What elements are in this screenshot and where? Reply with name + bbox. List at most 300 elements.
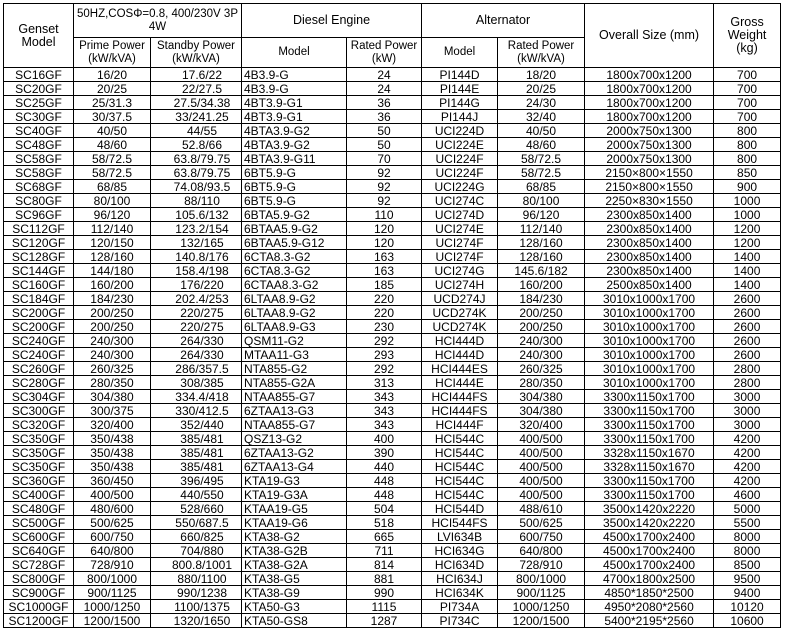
- cell-genset-model: SC80GF: [4, 194, 74, 208]
- cell-standby-power: 352/440: [151, 418, 242, 432]
- cell-genset-model: SC400GF: [4, 488, 74, 502]
- cell-alternator-rated-power: 400/500: [498, 432, 585, 446]
- cell-genset-model: SC350GF: [4, 460, 74, 474]
- cell-engine-model: 4B3.9-G: [242, 82, 347, 96]
- cell-alternator-rated-power: 900/1125: [498, 586, 585, 600]
- table-row: [4, 600, 781, 614]
- table-row: [4, 348, 781, 362]
- cell-prime-power: 728/910: [74, 558, 151, 572]
- cell-engine-model: KTA38-G2: [242, 530, 347, 544]
- cell-gross-weight: 700: [714, 68, 781, 82]
- cell-genset-model: SC640GF: [4, 544, 74, 558]
- cell-genset-model: SC1000GF: [4, 600, 74, 614]
- cell-engine-rated-power: 343: [347, 404, 422, 418]
- cell-engine-rated-power: 220: [347, 306, 422, 320]
- cell-gross-weight: 1200: [714, 236, 781, 250]
- cell-alternator-model: PI144D: [422, 68, 498, 82]
- header-gross-weight: Gross Weight (kg): [714, 4, 781, 68]
- cell-standby-power: 704/880: [151, 544, 242, 558]
- cell-prime-power: 144/180: [74, 264, 151, 278]
- cell-alternator-rated-power: 600/750: [498, 530, 585, 544]
- header-alternator: Alternator: [422, 4, 585, 38]
- cell-engine-rated-power: 70: [347, 152, 422, 166]
- cell-gross-weight: 800: [714, 152, 781, 166]
- cell-genset-model: SC16GF: [4, 68, 74, 82]
- cell-gross-weight: 1400: [714, 250, 781, 264]
- cell-gross-weight: 2800: [714, 376, 781, 390]
- cell-alternator-rated-power: 320/400: [498, 418, 585, 432]
- cell-engine-rated-power: 92: [347, 180, 422, 194]
- cell-prime-power: 25/31.3: [74, 96, 151, 110]
- cell-genset-model: SC112GF: [4, 222, 74, 236]
- table-row: [4, 180, 781, 194]
- cell-alternator-rated-power: 200/250: [498, 306, 585, 320]
- cell-engine-rated-power: 711: [347, 544, 422, 558]
- cell-alternator-model: HCI634D: [422, 558, 498, 572]
- cell-gross-weight: 2600: [714, 292, 781, 306]
- cell-engine-rated-power: 163: [347, 250, 422, 264]
- cell-overall-size: 2150×800×1550: [585, 180, 714, 194]
- cell-standby-power: 22/27.5: [151, 82, 242, 96]
- cell-gross-weight: 4200: [714, 446, 781, 460]
- cell-overall-size: 3300x1150x1700: [585, 474, 714, 488]
- cell-gross-weight: 1000: [714, 208, 781, 222]
- table-body: [4, 68, 781, 628]
- cell-alternator-model: PI734A: [422, 600, 498, 614]
- cell-prime-power: 600/750: [74, 530, 151, 544]
- cell-gross-weight: 700: [714, 96, 781, 110]
- table-row: [4, 530, 781, 544]
- cell-prime-power: 480/600: [74, 502, 151, 516]
- cell-alternator-model: HCI444ES: [422, 362, 498, 376]
- table-row: [4, 110, 781, 124]
- cell-alternator-model: UCI224F: [422, 152, 498, 166]
- cell-engine-model: NTAA855-G7: [242, 390, 347, 404]
- cell-genset-model: SC900GF: [4, 586, 74, 600]
- cell-standby-power: 158.4/198: [151, 264, 242, 278]
- cell-overall-size: 4950*2080*2560: [585, 600, 714, 614]
- cell-engine-model: 4BTA3.9-G2: [242, 124, 347, 138]
- cell-engine-rated-power: 343: [347, 390, 422, 404]
- cell-overall-size: 3010x1000x1700: [585, 320, 714, 334]
- cell-genset-model: SC350GF: [4, 446, 74, 460]
- cell-alternator-rated-power: 304/380: [498, 390, 585, 404]
- header-power-group: 50HZ,COSΦ=0.8, 400/230V 3P 4W: [74, 4, 242, 38]
- cell-standby-power: 220/275: [151, 320, 242, 334]
- table-row: [4, 586, 781, 600]
- table-row: [4, 138, 781, 152]
- cell-engine-rated-power: 293: [347, 348, 422, 362]
- header-genset-model: Genset Model: [4, 4, 74, 68]
- cell-alternator-rated-power: 640/800: [498, 544, 585, 558]
- cell-overall-size: 3010x1000x1700: [585, 334, 714, 348]
- cell-prime-power: 80/100: [74, 194, 151, 208]
- cell-engine-rated-power: 50: [347, 138, 422, 152]
- cell-alternator-model: HCI544D: [422, 502, 498, 516]
- cell-alternator-model: HCI544C: [422, 474, 498, 488]
- cell-alternator-model: HCI544FS: [422, 516, 498, 530]
- cell-prime-power: 320/400: [74, 418, 151, 432]
- cell-standby-power: 44/55: [151, 124, 242, 138]
- cell-genset-model: SC304GF: [4, 390, 74, 404]
- cell-prime-power: 40/50: [74, 124, 151, 138]
- cell-engine-rated-power: 504: [347, 502, 422, 516]
- table-row: [4, 278, 781, 292]
- cell-alternator-rated-power: 1200/1500: [498, 614, 585, 628]
- cell-standby-power: 140.8/176: [151, 250, 242, 264]
- cell-genset-model: SC200GF: [4, 306, 74, 320]
- cell-genset-model: SC144GF: [4, 264, 74, 278]
- cell-alternator-model: HCI444FS: [422, 390, 498, 404]
- cell-gross-weight: 2600: [714, 320, 781, 334]
- cell-overall-size: 5400*2195*2560: [585, 614, 714, 628]
- cell-engine-model: 4B3.9-G: [242, 68, 347, 82]
- cell-engine-rated-power: 36: [347, 96, 422, 110]
- cell-gross-weight: 10600: [714, 614, 781, 628]
- table-row: [4, 236, 781, 250]
- table-row: [4, 362, 781, 376]
- table-row: [4, 474, 781, 488]
- cell-prime-power: 200/250: [74, 306, 151, 320]
- cell-engine-rated-power: 1115: [347, 600, 422, 614]
- cell-prime-power: 900/1125: [74, 586, 151, 600]
- cell-prime-power: 360/450: [74, 474, 151, 488]
- cell-alternator-model: UCD274K: [422, 306, 498, 320]
- cell-alternator-model: HCI444D: [422, 348, 498, 362]
- cell-genset-model: SC184GF: [4, 292, 74, 306]
- cell-standby-power: 74.08/93.5: [151, 180, 242, 194]
- cell-overall-size: 2150×800×1550: [585, 166, 714, 180]
- cell-alternator-rated-power: 260/325: [498, 362, 585, 376]
- header-overall-size: Overall Size (mm): [585, 4, 714, 68]
- cell-standby-power: 528/660: [151, 502, 242, 516]
- cell-standby-power: 264/330: [151, 348, 242, 362]
- cell-standby-power: 330/412.5: [151, 404, 242, 418]
- cell-standby-power: 286/357.5: [151, 362, 242, 376]
- cell-engine-model: QSM11-G2: [242, 334, 347, 348]
- cell-gross-weight: 4200: [714, 432, 781, 446]
- cell-overall-size: 2300x850x1400: [585, 208, 714, 222]
- cell-engine-rated-power: 220: [347, 292, 422, 306]
- cell-overall-size: 2300x850x1400: [585, 250, 714, 264]
- cell-gross-weight: 1400: [714, 264, 781, 278]
- cell-prime-power: 240/300: [74, 348, 151, 362]
- cell-prime-power: 300/375: [74, 404, 151, 418]
- cell-prime-power: 640/800: [74, 544, 151, 558]
- cell-engine-model: NTA855-G2: [242, 362, 347, 376]
- cell-standby-power: 123.2/154: [151, 222, 242, 236]
- table-row: [4, 96, 781, 110]
- table-row: [4, 334, 781, 348]
- cell-standby-power: 1100/1375: [151, 600, 242, 614]
- cell-standby-power: 17.6/22: [151, 68, 242, 82]
- header-standby-power: Standby Power (kW/kVA): [151, 38, 242, 68]
- cell-alternator-model: HCI444D: [422, 334, 498, 348]
- cell-standby-power: 308/385: [151, 376, 242, 390]
- cell-overall-size: 1800x700x1200: [585, 82, 714, 96]
- cell-overall-size: 2000x750x1300: [585, 152, 714, 166]
- table-row: [4, 502, 781, 516]
- cell-overall-size: 2500x850x1400: [585, 278, 714, 292]
- cell-prime-power: 120/150: [74, 236, 151, 250]
- cell-gross-weight: 900: [714, 180, 781, 194]
- cell-engine-rated-power: 24: [347, 68, 422, 82]
- cell-prime-power: 160/200: [74, 278, 151, 292]
- cell-genset-model: SC58GF: [4, 166, 74, 180]
- cell-alternator-rated-power: 1000/1250: [498, 600, 585, 614]
- cell-engine-model: KTA38-G2B: [242, 544, 347, 558]
- cell-alternator-rated-power: 145.6/182: [498, 264, 585, 278]
- cell-overall-size: 3500x1420x2220: [585, 516, 714, 530]
- cell-engine-model: 6BTAA5.9-G2: [242, 222, 347, 236]
- cell-engine-model: 6CTAA8.3-G2: [242, 278, 347, 292]
- cell-overall-size: 4500x1700x2400: [585, 544, 714, 558]
- cell-engine-model: 6CTA8.3-G2: [242, 264, 347, 278]
- cell-engine-rated-power: 92: [347, 194, 422, 208]
- cell-gross-weight: 5000: [714, 502, 781, 516]
- cell-standby-power: 550/687.5: [151, 516, 242, 530]
- cell-alternator-rated-power: 400/500: [498, 460, 585, 474]
- cell-engine-model: 6LTAA8.9-G2: [242, 306, 347, 320]
- cell-engine-rated-power: 50: [347, 124, 422, 138]
- cell-gross-weight: 1000: [714, 194, 781, 208]
- cell-alternator-rated-power: 200/250: [498, 320, 585, 334]
- cell-alternator-rated-power: 18/20: [498, 68, 585, 82]
- cell-overall-size: 4700x1800x2500: [585, 572, 714, 586]
- cell-engine-model: 6ZTAA13-G2: [242, 446, 347, 460]
- cell-alternator-rated-power: 20/25: [498, 82, 585, 96]
- cell-standby-power: 396/495: [151, 474, 242, 488]
- cell-engine-rated-power: 120: [347, 222, 422, 236]
- cell-alternator-model: PI144E: [422, 82, 498, 96]
- cell-engine-model: 6LTAA8.9-G2: [242, 292, 347, 306]
- table-row: [4, 264, 781, 278]
- cell-engine-model: 6BT5.9-G: [242, 166, 347, 180]
- cell-engine-model: 6CTA8.3-G2: [242, 250, 347, 264]
- cell-prime-power: 350/438: [74, 432, 151, 446]
- cell-alternator-rated-power: 32/40: [498, 110, 585, 124]
- cell-alternator-model: UCD274K: [422, 320, 498, 334]
- cell-genset-model: SC96GF: [4, 208, 74, 222]
- cell-alternator-model: UCI274E: [422, 222, 498, 236]
- cell-overall-size: 3500x1420x2220: [585, 502, 714, 516]
- cell-overall-size: 1800x700x1200: [585, 96, 714, 110]
- cell-prime-power: 240/300: [74, 334, 151, 348]
- cell-standby-power: 880/1100: [151, 572, 242, 586]
- cell-alternator-rated-power: 160/200: [498, 278, 585, 292]
- cell-standby-power: 264/330: [151, 334, 242, 348]
- cell-standby-power: 52.8/66: [151, 138, 242, 152]
- header-diesel-engine: Diesel Engine: [242, 4, 422, 38]
- table-row: [4, 376, 781, 390]
- table-row: [4, 208, 781, 222]
- table-row: [4, 68, 781, 82]
- table-row: [4, 446, 781, 460]
- cell-overall-size: 4500x1700x2400: [585, 530, 714, 544]
- cell-alternator-rated-power: 48/60: [498, 138, 585, 152]
- cell-alternator-model: HCI444FS: [422, 404, 498, 418]
- cell-alternator-model: HCI634J: [422, 572, 498, 586]
- cell-engine-model: NTAA855-G7: [242, 418, 347, 432]
- cell-genset-model: SC58GF: [4, 152, 74, 166]
- cell-engine-model: KTAA19-G5: [242, 502, 347, 516]
- cell-engine-model: 6BT5.9-G: [242, 180, 347, 194]
- cell-gross-weight: 800: [714, 138, 781, 152]
- cell-overall-size: 3300x1150x1700: [585, 404, 714, 418]
- cell-genset-model: SC728GF: [4, 558, 74, 572]
- cell-alternator-model: UCI224G: [422, 180, 498, 194]
- cell-alternator-model: LVI634B: [422, 530, 498, 544]
- cell-prime-power: 200/250: [74, 320, 151, 334]
- cell-overall-size: 3328x1150x1670: [585, 446, 714, 460]
- cell-engine-model: KTA19-G3A: [242, 488, 347, 502]
- cell-genset-model: SC48GF: [4, 138, 74, 152]
- cell-standby-power: 660/825: [151, 530, 242, 544]
- cell-engine-model: QSZ13-G2: [242, 432, 347, 446]
- cell-engine-rated-power: 518: [347, 516, 422, 530]
- cell-engine-rated-power: 230: [347, 320, 422, 334]
- cell-engine-rated-power: 400: [347, 432, 422, 446]
- cell-gross-weight: 4200: [714, 460, 781, 474]
- cell-engine-rated-power: 881: [347, 572, 422, 586]
- cell-genset-model: SC360GF: [4, 474, 74, 488]
- table-row: [4, 460, 781, 474]
- table-row: [4, 614, 781, 628]
- cell-prime-power: 58/72.5: [74, 152, 151, 166]
- cell-engine-model: KTA50-G3: [242, 600, 347, 614]
- cell-overall-size: 4500x1700x2400: [585, 558, 714, 572]
- cell-alternator-rated-power: 240/300: [498, 348, 585, 362]
- cell-alternator-rated-power: 58/72.5: [498, 152, 585, 166]
- cell-overall-size: 3300x1150x1700: [585, 432, 714, 446]
- cell-alternator-rated-power: 488/610: [498, 502, 585, 516]
- cell-alternator-rated-power: 280/350: [498, 376, 585, 390]
- cell-standby-power: 334.4/418: [151, 390, 242, 404]
- cell-engine-rated-power: 163: [347, 264, 422, 278]
- cell-engine-rated-power: 120: [347, 236, 422, 250]
- cell-overall-size: 3300x1150x1700: [585, 418, 714, 432]
- header-alt-model: Model: [422, 38, 498, 68]
- cell-alternator-model: PI734C: [422, 614, 498, 628]
- cell-gross-weight: 800: [714, 124, 781, 138]
- table-row: [4, 404, 781, 418]
- cell-alternator-model: UCI274F: [422, 236, 498, 250]
- cell-prime-power: 48/60: [74, 138, 151, 152]
- cell-gross-weight: 700: [714, 82, 781, 96]
- cell-genset-model: SC350GF: [4, 432, 74, 446]
- cell-gross-weight: 10120: [714, 600, 781, 614]
- cell-alternator-model: UCI274G: [422, 264, 498, 278]
- cell-standby-power: 385/481: [151, 446, 242, 460]
- cell-prime-power: 30/37.5: [74, 110, 151, 124]
- cell-prime-power: 16/20: [74, 68, 151, 82]
- cell-engine-rated-power: 814: [347, 558, 422, 572]
- cell-overall-size: 3010x1000x1700: [585, 306, 714, 320]
- cell-genset-model: SC600GF: [4, 530, 74, 544]
- cell-alternator-rated-power: 40/50: [498, 124, 585, 138]
- cell-standby-power: 132/165: [151, 236, 242, 250]
- cell-prime-power: 260/325: [74, 362, 151, 376]
- cell-gross-weight: 700: [714, 110, 781, 124]
- cell-engine-model: 4BT3.9-G1: [242, 110, 347, 124]
- cell-gross-weight: 850: [714, 166, 781, 180]
- cell-standby-power: 105.6/132: [151, 208, 242, 222]
- cell-standby-power: 202.4/253: [151, 292, 242, 306]
- cell-genset-model: SC25GF: [4, 96, 74, 110]
- table-row: [4, 418, 781, 432]
- cell-prime-power: 128/160: [74, 250, 151, 264]
- cell-standby-power: 220/275: [151, 306, 242, 320]
- cell-alternator-model: HCI544C: [422, 432, 498, 446]
- cell-genset-model: SC120GF: [4, 236, 74, 250]
- cell-gross-weight: 5500: [714, 516, 781, 530]
- cell-prime-power: 400/500: [74, 488, 151, 502]
- cell-gross-weight: 2600: [714, 334, 781, 348]
- cell-alternator-rated-power: 128/160: [498, 250, 585, 264]
- cell-standby-power: 33/241.25: [151, 110, 242, 124]
- cell-engine-rated-power: 665: [347, 530, 422, 544]
- table-row: [4, 544, 781, 558]
- cell-engine-model: 6LTAA8.9-G3: [242, 320, 347, 334]
- cell-genset-model: SC30GF: [4, 110, 74, 124]
- cell-alternator-model: UCI224E: [422, 138, 498, 152]
- header-alt-rated-power: Rated Power (kW/kVA): [498, 38, 585, 68]
- cell-engine-model: 6ZTAA13-G3: [242, 404, 347, 418]
- cell-gross-weight: 2800: [714, 362, 781, 376]
- cell-engine-model: MTAA11-G3: [242, 348, 347, 362]
- cell-gross-weight: 8000: [714, 544, 781, 558]
- cell-gross-weight: 9400: [714, 586, 781, 600]
- cell-prime-power: 280/350: [74, 376, 151, 390]
- cell-genset-model: SC320GF: [4, 418, 74, 432]
- cell-alternator-model: UCI224D: [422, 124, 498, 138]
- cell-gross-weight: 8500: [714, 558, 781, 572]
- cell-engine-rated-power: 292: [347, 362, 422, 376]
- cell-engine-model: 6ZTAA13-G4: [242, 460, 347, 474]
- cell-engine-model: KTA38-G5: [242, 572, 347, 586]
- cell-alternator-rated-power: 800/1000: [498, 572, 585, 586]
- cell-engine-model: NTA855-G2A: [242, 376, 347, 390]
- table-row: [4, 558, 781, 572]
- cell-engine-rated-power: 990: [347, 586, 422, 600]
- cell-genset-model: SC160GF: [4, 278, 74, 292]
- table-row: [4, 432, 781, 446]
- cell-prime-power: 800/1000: [74, 572, 151, 586]
- cell-alternator-model: PI144G: [422, 96, 498, 110]
- genset-spec-table: [3, 3, 781, 628]
- cell-alternator-rated-power: 500/625: [498, 516, 585, 530]
- cell-engine-rated-power: 1287: [347, 614, 422, 628]
- cell-engine-rated-power: 185: [347, 278, 422, 292]
- cell-prime-power: 350/438: [74, 446, 151, 460]
- cell-genset-model: SC20GF: [4, 82, 74, 96]
- cell-alternator-model: HCI444E: [422, 376, 498, 390]
- cell-overall-size: 2300x850x1400: [585, 236, 714, 250]
- cell-overall-size: 1800x700x1200: [585, 110, 714, 124]
- cell-engine-model: 4BTA3.9-G2: [242, 138, 347, 152]
- cell-gross-weight: 4200: [714, 474, 781, 488]
- cell-engine-model: 6BTA5.9-G2: [242, 208, 347, 222]
- cell-overall-size: 3300x1150x1700: [585, 488, 714, 502]
- table-row: [4, 320, 781, 334]
- cell-alternator-rated-power: 240/300: [498, 334, 585, 348]
- cell-engine-rated-power: 292: [347, 334, 422, 348]
- cell-prime-power: 68/85: [74, 180, 151, 194]
- cell-engine-rated-power: 390: [347, 446, 422, 460]
- cell-alternator-rated-power: 80/100: [498, 194, 585, 208]
- cell-gross-weight: 4600: [714, 488, 781, 502]
- cell-engine-model: 4BTA3.9-G11: [242, 152, 347, 166]
